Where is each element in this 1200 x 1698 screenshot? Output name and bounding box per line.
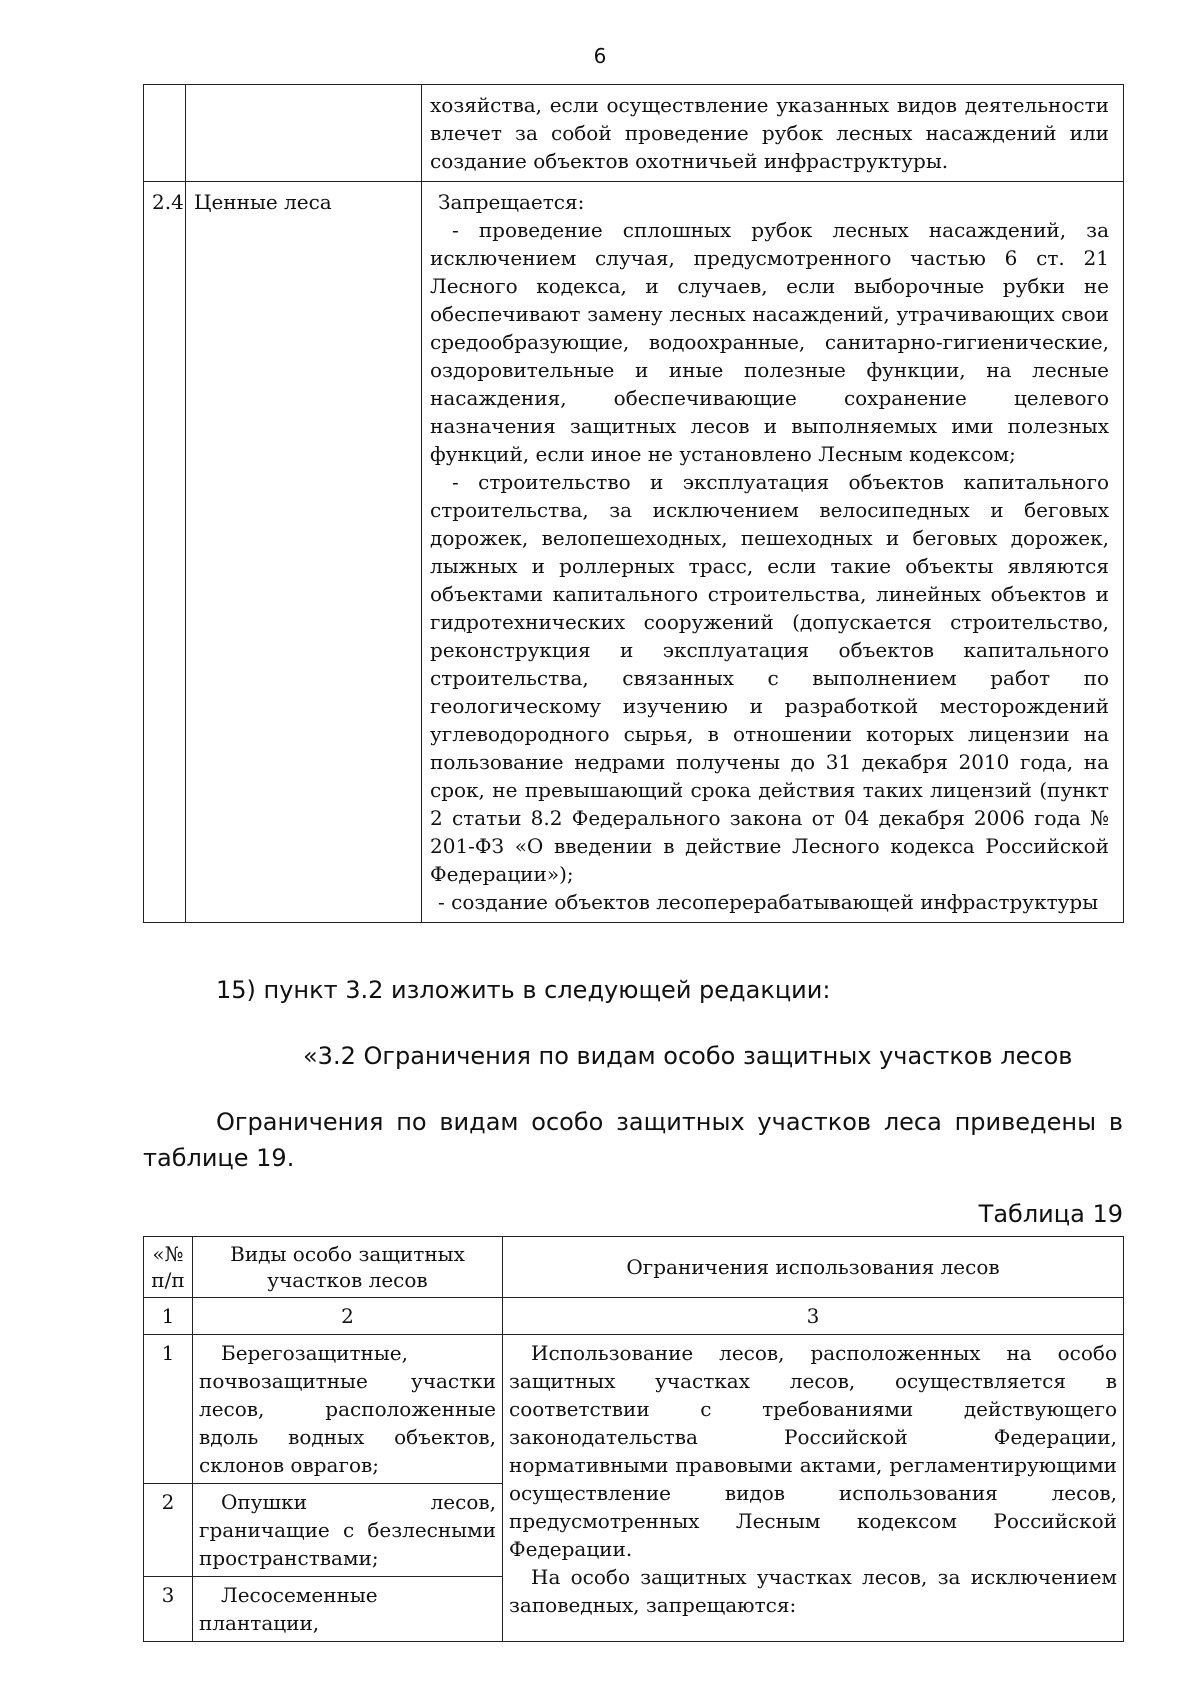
table-caption: Таблица 19: [978, 1200, 1123, 1228]
table-numbering-row: [144, 1298, 1124, 1335]
header-number: «№ п/п: [144, 1237, 193, 1298]
restriction-cell: хозяйства, если осуществление указанных видов деятельности влечет за собой проведение рубок лесных насаждений или создание объектов охотничьей инфраструктуры.: [422, 85, 1124, 182]
column-number: 1: [144, 1298, 193, 1335]
restriction-item: - создание объектов лесоперерабатывающей инфраструктуры: [438, 890, 1099, 914]
row-number-cell: 2: [144, 1484, 193, 1577]
header-type: Виды особо защитных участков лесов: [193, 1237, 503, 1298]
area-type-cell: Опушки лесов, граничащие с безлесными пространствами;: [193, 1484, 503, 1577]
table-row: [144, 182, 1124, 923]
restriction-cell: [503, 1335, 1124, 1642]
row-number-cell: 3: [144, 1577, 193, 1642]
area-type-cell: Берегозащитные, почвозащитные участки лесов, расположенные вдоль водных объектов, склонов оврагов;: [193, 1335, 503, 1484]
row-number-cell: [144, 85, 186, 182]
table-19: [143, 1236, 1124, 1642]
table-header-row: [144, 1237, 1124, 1298]
header-restrictions: Ограничения использования лесов: [503, 1237, 1124, 1298]
page-number: 6: [593, 44, 607, 68]
table-row: [144, 85, 1124, 182]
restriction-item: - строительство и эксплуатация объектов капитального строительства, за исключением велосипедных и беговых дорожек, велопешеходных, пешеходных и беговых дорожек, лыжных и роллерных трасс, если такие объекты являются объектами капитального строительства, линейных объектов и гидротехнических сооружений (допускается строительство, реконструкция и эксплуатация объектов капитального строительства, связанных с выполнением работ по геологическому изучению и разработкой месторождений углеводородного сырья, в отношении которых лицензии на пользование недрами получены до 31 декабря 2010 года, на срок, не превышающий срока действия таких лицензий (пункт 2 статьи 8.2 Федерального закона от 04 декабря 2006 года № 201-ФЗ «О введении в действие Лесного кодекса Российской Федерации»);: [430, 470, 1109, 886]
restriction-intro: Запрещается:: [438, 190, 585, 214]
forest-type-cell: Ценные леса: [186, 182, 422, 923]
column-number: 3: [503, 1298, 1124, 1335]
row-number-cell: 1: [144, 1335, 193, 1484]
restriction-paragraph: На особо защитных участках лесов, за исключением заповедных, запрещаются:: [509, 1565, 1117, 1617]
restriction-item: - проведение сплошных рубок лесных насаждений, за исключением случая, предусмотренного частью 6 ст. 21 Лесного кодекса, и случаев, если выборочные рубки не обеспечивают замену лесных насаждений, утрачивающих свои средообразующие, водоохранные, санитарно-гигиенические, оздоровительные и иные полезные функции, на лесные насаждения, обеспечивающие сохранение целевого назначения защитных лесов и выполняемых ими полезных функций, если иное не установлено Лесным кодексом;: [430, 218, 1109, 466]
restriction-cell: [422, 182, 1124, 923]
column-number: 2: [193, 1298, 503, 1335]
section-heading: «3.2 Ограничения по видам особо защитных участков лесов: [303, 1042, 1073, 1070]
amendment-item-15: 15) пункт 3.2 изложить в следующей редакции:: [216, 976, 831, 1004]
forest-type-cell: [186, 85, 422, 182]
area-type-cell: Лесосеменные плантации,: [193, 1577, 503, 1642]
row-number-cell: 2.4: [144, 182, 186, 923]
table-row: [144, 1335, 1124, 1484]
forest-restrictions-table-continued: [143, 84, 1124, 923]
restriction-paragraph: Использование лесов, расположенных на особо защитных участках лесов, осуществляется в соответствии с требованиями действующего законодательства Российской Федерации, нормативными правовыми актами, регламентирующими осуществление видов использования лесов, предусмотренных Лесным кодексом Российской Федерации.: [509, 1341, 1117, 1561]
intro-paragraph: Ограничения по видам особо защитных участков леса приведены в таблице 19.: [143, 1108, 1123, 1172]
